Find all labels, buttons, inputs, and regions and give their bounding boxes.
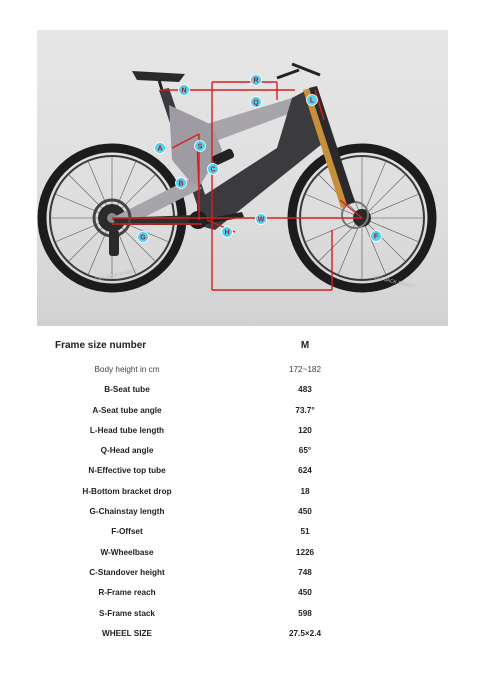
table-row — [37, 583, 448, 603]
row-value: 450 — [298, 507, 312, 517]
row-value: 748 — [298, 567, 312, 577]
header-label: Frame size number — [55, 340, 147, 351]
svg-text:C: C — [210, 166, 216, 174]
row-label: G-Chainstay length — [89, 507, 165, 517]
table-row — [37, 624, 448, 644]
row-label: WHEEL SIZE — [102, 628, 152, 638]
bike-geometry-diagram — [37, 30, 448, 326]
callout-s — [195, 141, 206, 152]
row-value: 172~182 — [288, 365, 322, 374]
table-row — [37, 563, 448, 583]
callout-n — [179, 85, 190, 96]
row-value: 483 — [298, 385, 312, 395]
row-value: 65° — [298, 446, 312, 456]
svg-text:H: H — [224, 229, 230, 237]
callout-q — [251, 97, 262, 108]
callout-a — [155, 143, 166, 154]
svg-text:Q: Q — [253, 99, 259, 107]
callout-w — [256, 214, 267, 225]
row-value: 27.5×2.4 — [288, 628, 322, 638]
header-size: M — [300, 340, 310, 351]
svg-text:L: L — [309, 97, 315, 105]
row-label: C-Standover height — [89, 567, 165, 577]
row-value: 624 — [298, 466, 312, 476]
geometry-table — [37, 334, 448, 644]
callout-l — [307, 95, 318, 106]
row-label: R-Frame reach — [98, 588, 156, 598]
row-value: 450 — [298, 588, 312, 598]
row-label: F-Offset — [111, 527, 143, 537]
svg-text:W: W — [257, 216, 265, 224]
table-row — [37, 360, 448, 380]
table-row — [37, 421, 448, 441]
table-row — [37, 461, 448, 481]
row-label: Q-Head angle — [100, 446, 154, 456]
row-label: L-Head tube length — [89, 425, 165, 435]
table-row — [37, 441, 448, 461]
row-value: 598 — [298, 608, 312, 618]
svg-text:R: R — [253, 77, 259, 85]
svg-text:F: F — [373, 233, 379, 241]
row-value: 1226 — [295, 547, 315, 557]
callout-h — [222, 227, 233, 238]
row-label: H-Bottom bracket drop — [82, 486, 172, 496]
table-header-row — [37, 334, 448, 360]
svg-text:N: N — [181, 87, 187, 95]
svg-text:B: B — [178, 180, 184, 188]
row-label: S-Frame stack — [99, 608, 155, 618]
callout-b — [176, 178, 187, 189]
row-value: 120 — [298, 425, 312, 435]
callout-r — [251, 75, 262, 86]
row-label: N-Effective top tube — [88, 466, 166, 476]
row-value: 73.7° — [295, 405, 315, 415]
table-row — [37, 401, 448, 421]
row-label: A-Seat tube angle — [92, 405, 162, 415]
svg-text:S: S — [197, 143, 203, 151]
row-value: 18 — [300, 486, 310, 496]
callout-c — [208, 164, 219, 175]
callout-g — [138, 232, 149, 243]
svg-text:A: A — [157, 145, 163, 153]
svg-text:G: G — [140, 234, 146, 242]
table-row — [37, 502, 448, 522]
callout-f — [371, 231, 382, 242]
rear-tire-text: CST JACK RABBIT — [94, 268, 138, 283]
row-label: W-Wheelbase — [100, 547, 154, 557]
table-row — [37, 482, 448, 502]
table-row — [37, 522, 448, 542]
table-row — [37, 543, 448, 563]
table-row — [37, 604, 448, 624]
bike-geometry-photo — [37, 30, 448, 326]
row-label: Body height in cm — [94, 365, 160, 374]
row-value: 51 — [300, 527, 310, 537]
front-tire-text: CST JACK RABBIT — [372, 274, 417, 291]
row-label: B-Seat tube — [104, 385, 150, 395]
table-row — [37, 380, 448, 400]
